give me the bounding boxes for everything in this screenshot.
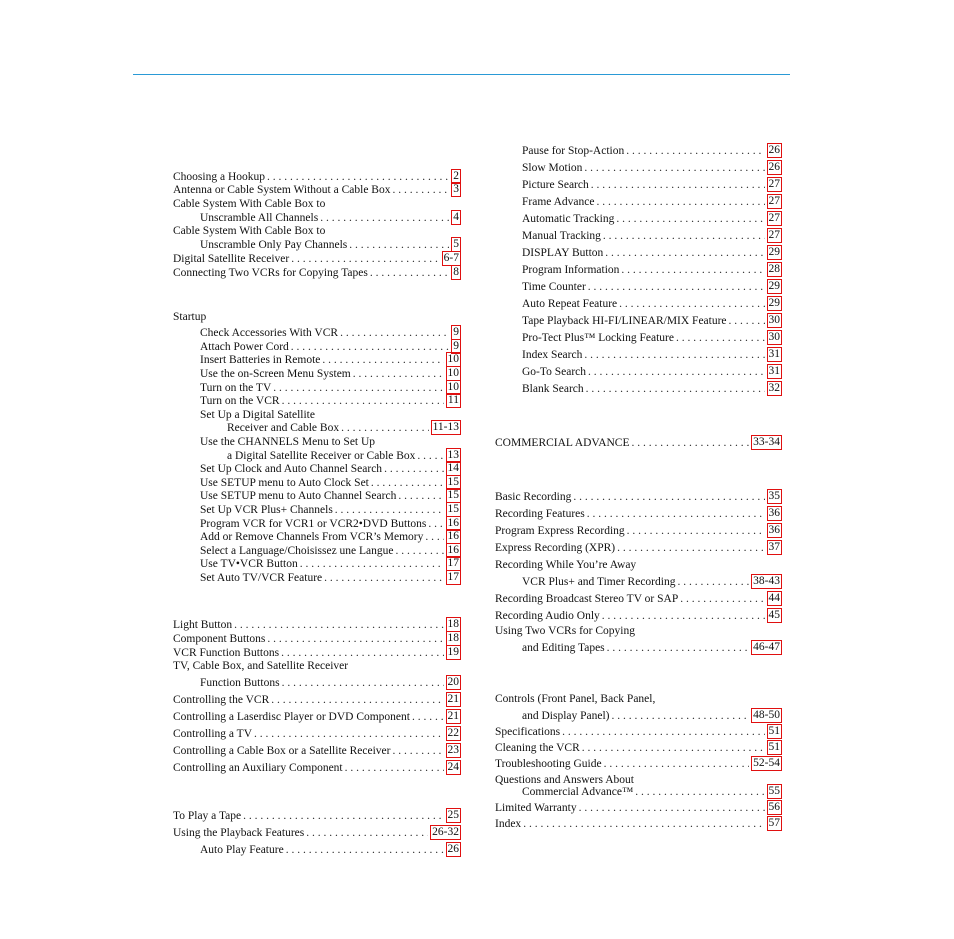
dot-leader xyxy=(584,161,764,175)
toc-entry[interactable] xyxy=(495,590,782,606)
toc-entry-label: Questions and Answers About xyxy=(495,774,634,786)
page-number-link[interactable]: 17 xyxy=(447,557,459,569)
toc-entry-label: and Display Panel) xyxy=(522,710,610,722)
page-number-link[interactable]: 52-54 xyxy=(753,757,780,769)
toc-entry[interactable] xyxy=(522,783,782,799)
page-number-link[interactable]: 11-13 xyxy=(432,421,459,433)
page-number-link[interactable]: 48-50 xyxy=(753,709,780,721)
toc-entry-label: Use the on-Screen Menu System xyxy=(200,368,351,380)
page-number-link[interactable]: 31 xyxy=(768,348,780,360)
toc-entry[interactable] xyxy=(495,739,782,755)
page-number-link[interactable]: 57 xyxy=(768,817,780,829)
toc-entry-label: Set Auto TV/VCR Feature xyxy=(200,572,323,584)
page-number-link[interactable]: 2 xyxy=(453,170,459,182)
toc-entry[interactable] xyxy=(522,639,782,655)
dot-leader xyxy=(588,280,765,294)
toc-entry xyxy=(495,556,636,572)
toc-entry-label: Select a Language/Choisissez une Langue xyxy=(200,545,394,557)
dot-leader xyxy=(627,524,765,538)
toc-entry[interactable] xyxy=(522,261,782,277)
dot-leader xyxy=(619,297,764,311)
page-number-link[interactable]: 22 xyxy=(447,727,459,739)
page-number-link[interactable]: 19 xyxy=(447,646,459,658)
dot-leader xyxy=(616,212,764,226)
page-number-link[interactable]: 9 xyxy=(453,340,459,352)
dot-leader xyxy=(605,246,764,260)
toc-entry-label: Automatic Tracking xyxy=(522,213,615,225)
page-number-link[interactable]: 32 xyxy=(768,382,780,394)
toc-entry-label: Using the Playback Features xyxy=(173,827,305,839)
dot-leader xyxy=(603,229,765,243)
toc-entry-label: Basic Recording xyxy=(495,491,572,503)
dot-leader xyxy=(729,314,765,328)
toc-entry[interactable] xyxy=(173,691,461,707)
page-number-link[interactable]: 26-32 xyxy=(432,826,459,838)
page-number-link[interactable]: 26 xyxy=(447,843,459,855)
page-number-link[interactable]: 18 xyxy=(447,618,459,630)
page-number-link[interactable]: 8 xyxy=(453,266,459,278)
page-number-link[interactable]: 56 xyxy=(768,801,780,813)
toc-entry-label: Using Two VCRs for Copying xyxy=(495,625,635,637)
dot-leader xyxy=(579,801,765,815)
toc-entry-label: Pro-Tect Plus™ Locking Feature xyxy=(522,332,674,344)
toc-entry[interactable] xyxy=(495,488,782,504)
toc-entry-label: VCR Function Buttons xyxy=(173,647,280,659)
toc-entry[interactable] xyxy=(173,708,461,724)
page-number-link[interactable]: 27 xyxy=(768,178,780,190)
toc-entry-label: Cleaning the VCR xyxy=(495,742,580,754)
toc-entry-label: Set Up Clock and Auto Channel Search xyxy=(200,463,383,475)
toc-entry-label: Turn on the VCR xyxy=(200,395,280,407)
dot-leader xyxy=(632,436,750,450)
toc-entry[interactable] xyxy=(522,312,782,328)
page-number-link[interactable]: 15 xyxy=(447,489,459,501)
toc-entry[interactable] xyxy=(522,210,782,226)
dot-leader xyxy=(635,785,764,799)
toc-entry-label: Attach Power Cord xyxy=(200,341,289,353)
page-number-link[interactable]: 30 xyxy=(768,331,780,343)
toc-entry-label: Frame Advance xyxy=(522,196,595,208)
toc-entry-label: Component Buttons xyxy=(173,633,266,645)
page-number-link[interactable]: 10 xyxy=(447,353,459,365)
page-number-link[interactable]: 16 xyxy=(447,544,459,556)
toc-entry xyxy=(173,657,348,673)
toc-entry[interactable] xyxy=(522,573,782,589)
page-number-link[interactable]: 37 xyxy=(768,541,780,553)
toc-entry[interactable] xyxy=(522,142,782,158)
toc-entry-label: Controlling the VCR xyxy=(173,694,270,706)
page-number-link[interactable]: 18 xyxy=(447,632,459,644)
dot-leader xyxy=(597,195,765,209)
toc-entry-label: Receiver and Cable Box xyxy=(227,422,340,434)
page-number-link[interactable]: 51 xyxy=(768,741,780,753)
dot-leader xyxy=(271,693,443,707)
page-number-link[interactable]: 4 xyxy=(453,211,459,223)
toc-entry-label: Controlling an Auxiliary Component xyxy=(173,762,343,774)
page-number-link[interactable]: 27 xyxy=(768,229,780,241)
toc-entry xyxy=(495,622,635,638)
toc-entry-label: TV, Cable Box, and Satellite Receiver xyxy=(173,660,349,672)
page-number-link[interactable]: 55 xyxy=(768,785,780,797)
page-number-link[interactable]: 36 xyxy=(768,507,780,519)
toc-entry-label: Controlling a Cable Box or a Satellite Receiver xyxy=(173,745,391,757)
dot-leader xyxy=(370,266,449,280)
toc-entry-label: Function Buttons xyxy=(200,677,280,689)
dot-leader xyxy=(392,744,443,758)
toc-entry[interactable] xyxy=(173,824,461,840)
toc-entry-label: Digital Satellite Receiver xyxy=(173,253,290,265)
toc-entry[interactable] xyxy=(522,346,782,362)
toc-entry-label: Specifications xyxy=(495,726,561,738)
toc-entry-label: Set Up a Digital Satellite xyxy=(200,409,315,421)
page-number-link[interactable]: 5 xyxy=(453,238,459,250)
page-number-link[interactable]: 21 xyxy=(447,693,459,705)
toc-entry-label: Controlling a TV xyxy=(173,728,253,740)
toc-entry-label: Index xyxy=(495,818,522,830)
toc-entry-label: Blank Search xyxy=(522,383,584,395)
page-number-link[interactable]: 9 xyxy=(453,326,459,338)
dot-leader xyxy=(282,676,444,690)
page-number-link[interactable]: 17 xyxy=(447,571,459,583)
toc-entry-label: Recording Broadcast Stereo TV or SAP xyxy=(495,593,679,605)
toc-entry[interactable] xyxy=(522,295,782,311)
toc-entry-label: Express Recording (XPR) xyxy=(495,542,616,554)
toc-entry-label: Limited Warranty xyxy=(495,802,577,814)
toc-entry[interactable] xyxy=(522,227,782,243)
toc-entry[interactable] xyxy=(522,329,782,345)
page-number-link[interactable]: 16 xyxy=(447,517,459,529)
page-number-link[interactable]: 25 xyxy=(447,809,459,821)
page-number-link[interactable]: 15 xyxy=(447,476,459,488)
toc-entry-label: Program Information xyxy=(522,264,620,276)
toc-entry-label: Tape Playback HI-FI/LINEAR/MIX Feature xyxy=(522,315,727,327)
toc-entry[interactable] xyxy=(522,176,782,192)
dot-leader xyxy=(345,761,444,775)
dot-leader xyxy=(677,575,749,589)
dot-leader xyxy=(602,609,765,623)
page-number-link[interactable]: 38-43 xyxy=(753,575,780,587)
toc-entry-label: Program Express Recording xyxy=(495,525,625,537)
dot-leader xyxy=(587,507,765,521)
dot-leader xyxy=(586,382,765,396)
toc-entry[interactable] xyxy=(495,505,782,521)
toc-entry-label: Insert Batteries in Remote xyxy=(200,354,321,366)
section-heading-startup: Startup xyxy=(173,311,207,323)
page-number-link[interactable]: 29 xyxy=(768,297,780,309)
toc-entry-label: Turn on the TV xyxy=(200,382,272,394)
toc-entry-label: and Editing Tapes xyxy=(522,642,605,654)
toc-entry[interactable] xyxy=(522,363,782,379)
toc-entry[interactable] xyxy=(495,522,782,538)
page-number-link[interactable]: 10 xyxy=(447,381,459,393)
page-number-link[interactable]: 29 xyxy=(768,280,780,292)
page-number-link[interactable]: 45 xyxy=(768,609,780,621)
dot-leader xyxy=(680,592,764,606)
toc-entry-label: COMMERCIAL ADVANCE xyxy=(495,437,630,449)
toc-entry-label: DISPLAY Button xyxy=(522,247,604,259)
page-number-link[interactable]: 46-47 xyxy=(753,641,780,653)
toc-entry-label: Antenna or Cable System Without a Cable Box xyxy=(173,184,391,196)
toc-entry-label: Connecting Two VCRs for Copying Tapes xyxy=(173,267,368,279)
page-number-link[interactable]: 51 xyxy=(768,725,780,737)
toc-entry[interactable] xyxy=(495,799,782,815)
toc-entry-label: Use SETUP menu to Auto Clock Set xyxy=(200,477,369,489)
dot-leader xyxy=(588,365,764,379)
page-number-link[interactable]: 23 xyxy=(447,744,459,756)
toc-entry-label: Picture Search xyxy=(522,179,589,191)
toc-entry[interactable] xyxy=(173,759,461,775)
page-number-link[interactable]: 29 xyxy=(768,246,780,258)
page-number-link[interactable]: 6-7 xyxy=(443,252,459,264)
toc-entry-label: Troubleshooting Guide xyxy=(495,758,602,770)
page-number-link[interactable]: 14 xyxy=(447,462,459,474)
dot-leader xyxy=(392,183,449,197)
toc-entry-label: Check Accessories With VCR xyxy=(200,327,339,339)
toc-entry-label: Add or Remove Channels From VCR’s Memory xyxy=(200,531,424,543)
toc-entry[interactable] xyxy=(173,725,461,741)
page-number-link[interactable]: 21 xyxy=(447,710,459,722)
page-number-link[interactable]: 10 xyxy=(447,367,459,379)
toc-entry-label: Light Button xyxy=(173,619,233,631)
dot-leader xyxy=(607,641,749,655)
toc-entry-label: Cable System With Cable Box to xyxy=(173,225,326,237)
dot-leader xyxy=(254,727,443,741)
toc-entry[interactable] xyxy=(200,569,461,585)
toc-entry[interactable] xyxy=(200,674,461,690)
page-number-link[interactable]: 24 xyxy=(447,761,459,773)
toc-entry-label: Index Search xyxy=(522,349,583,361)
dot-leader xyxy=(573,490,764,504)
dot-leader xyxy=(412,710,444,724)
page-number-link[interactable]: 44 xyxy=(768,592,780,604)
page-number-link[interactable]: 28 xyxy=(768,263,780,275)
dot-leader xyxy=(617,541,764,555)
toc-entry[interactable] xyxy=(522,707,782,723)
toc-entry-label: Recording While You’re Away xyxy=(495,559,637,571)
toc-entry-label: a Digital Satellite Receiver or Cable Box xyxy=(227,450,416,462)
page-number-link[interactable]: 26 xyxy=(768,161,780,173)
toc-entry-label: Set Up VCR Plus+ Channels xyxy=(200,504,333,516)
page-number-link[interactable]: 20 xyxy=(447,676,459,688)
page-number-link[interactable]: 30 xyxy=(768,314,780,326)
dot-leader xyxy=(562,725,764,739)
page-number-link[interactable]: 35 xyxy=(768,490,780,502)
dot-leader xyxy=(584,348,764,362)
dot-leader xyxy=(604,757,750,771)
toc-entry-label: Recording Audio Only xyxy=(495,610,600,622)
page-number-link[interactable]: 16 xyxy=(447,530,459,542)
dot-leader xyxy=(676,331,765,345)
toc-entry-label: Use SETUP menu to Auto Channel Search xyxy=(200,490,397,502)
toc-entry[interactable] xyxy=(495,539,782,555)
dot-leader xyxy=(591,178,765,192)
dot-leader xyxy=(621,263,764,277)
toc-entry-label: To Play a Tape xyxy=(173,810,242,822)
toc-entry[interactable] xyxy=(495,607,782,623)
toc-entry[interactable] xyxy=(173,742,461,758)
toc-entry[interactable] xyxy=(522,244,782,260)
toc-entry-label: Choosing a Hookup xyxy=(173,171,265,183)
page-number-link[interactable]: 15 xyxy=(447,503,459,515)
toc-entry-label: VCR Plus+ and Timer Recording xyxy=(522,576,676,588)
toc-entry[interactable] xyxy=(200,841,461,857)
page-number-link[interactable]: 13 xyxy=(447,449,459,461)
dot-leader xyxy=(243,809,443,823)
toc-entry[interactable] xyxy=(522,193,782,209)
toc-entry-label: Use the CHANNELS Menu to Set Up xyxy=(200,436,376,448)
toc-entry-label: Time Counter xyxy=(522,281,586,293)
dot-leader xyxy=(286,843,444,857)
toc-entry-label: Cable System With Cable Box to xyxy=(173,198,326,210)
dot-leader xyxy=(320,211,449,225)
toc-entry-label: Recording Features xyxy=(495,508,585,520)
toc-entry[interactable] xyxy=(173,807,461,823)
toc-entry[interactable] xyxy=(495,815,782,831)
toc-entry-label: Commercial Advance™ xyxy=(522,786,634,798)
page-number-link[interactable]: 31 xyxy=(768,365,780,377)
toc-entry-label: Auto Play Feature xyxy=(200,844,284,856)
toc-entry-label: Unscramble All Channels xyxy=(200,212,319,224)
page-number-link[interactable]: 36 xyxy=(768,524,780,536)
toc-entry-label: Controls (Front Panel, Back Panel, xyxy=(495,693,656,705)
toc-entry-label: Auto Repeat Feature xyxy=(522,298,618,310)
toc-entry-label: Program VCR for VCR1 or VCR2•DVD Buttons xyxy=(200,518,427,530)
dot-leader xyxy=(324,571,443,585)
toc-entry[interactable] xyxy=(522,159,782,175)
toc-entry xyxy=(495,690,655,706)
toc-entry[interactable] xyxy=(522,278,782,294)
dot-leader xyxy=(306,826,428,840)
page-number-link[interactable]: 11 xyxy=(447,394,459,406)
toc-entry[interactable] xyxy=(495,755,782,771)
page-number-link[interactable]: 3 xyxy=(453,183,459,195)
toc-entry-label: Go-To Search xyxy=(522,366,587,378)
toc-entry-label: Controlling a Laserdisc Player or DVD Component xyxy=(173,711,410,723)
page-number-link[interactable]: 27 xyxy=(768,195,780,207)
toc-entry[interactable] xyxy=(495,434,782,450)
page-number-link[interactable]: 26 xyxy=(768,144,780,156)
dot-leader xyxy=(612,709,750,723)
toc-entry[interactable] xyxy=(173,264,461,280)
toc-entry-label: Use TV•VCR Button xyxy=(200,558,298,570)
toc-entry-label: Manual Tracking xyxy=(522,230,601,242)
dot-leader xyxy=(582,741,765,755)
dot-leader xyxy=(523,817,764,831)
toc-entry-label: Slow Motion xyxy=(522,162,583,174)
page-number-link[interactable]: 27 xyxy=(768,212,780,224)
dot-leader xyxy=(626,144,764,158)
toc-entry[interactable] xyxy=(522,380,782,396)
toc-entry-label: Pause for Stop-Action xyxy=(522,145,625,157)
toc-entry-label: Unscramble Only Pay Channels xyxy=(200,239,348,251)
page-number-link[interactable]: 33-34 xyxy=(753,436,780,448)
toc-entry[interactable] xyxy=(495,723,782,739)
